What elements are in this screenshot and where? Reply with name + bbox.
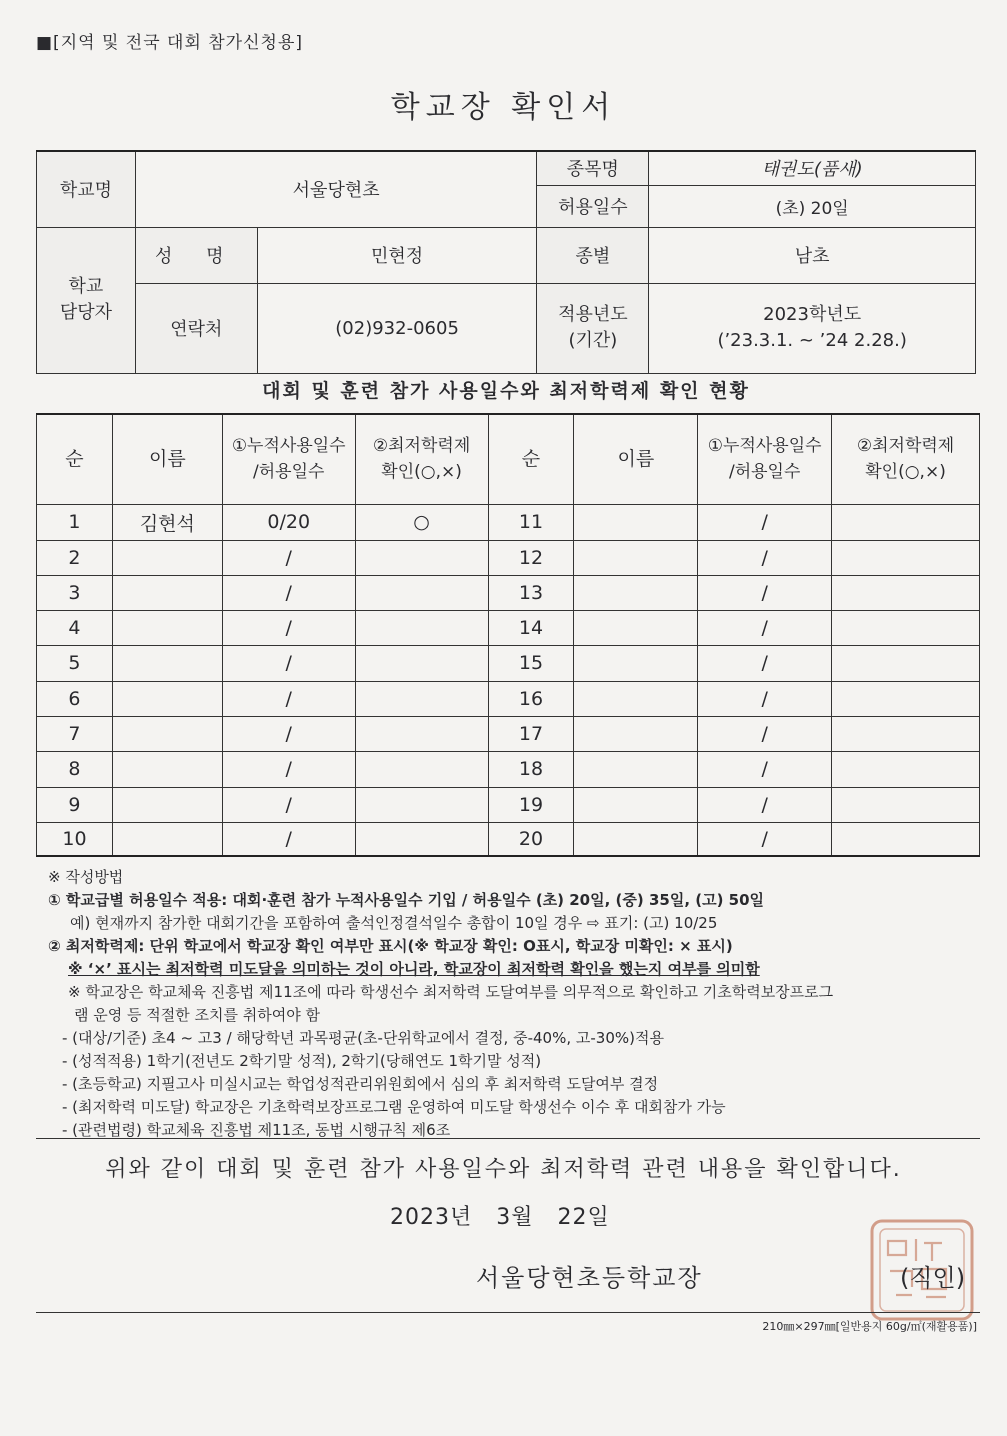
allowed-days-label: 허용일수: [537, 185, 649, 227]
table-row: [37, 681, 980, 716]
row-days: /: [698, 540, 832, 575]
manager-label: 학교 담당자: [37, 227, 136, 373]
row-no: 11: [488, 504, 574, 540]
row-no: 19: [488, 787, 574, 822]
header-check-left: ②최저학력제 확인(○,×): [355, 414, 488, 504]
note-dash-1: - (대상/기준) 초4 ~ 고3 / 해당학년 과목평균(초-단위학교에서 결정, 중-40%, 고-30%)적용: [62, 1029, 664, 1047]
header-tag: ■[지역 및 전국 대회 참가신청용]: [36, 33, 304, 53]
header-check-right: ②최저학력제 확인(○,×): [832, 414, 980, 504]
row-days: /: [222, 610, 355, 645]
row-name: [574, 504, 698, 540]
row-name: [574, 716, 698, 751]
row-no: 2: [37, 540, 113, 575]
divider-top: [36, 1138, 980, 1139]
row-days: /: [222, 716, 355, 751]
row-no: 16: [488, 681, 574, 716]
year-cell: [649, 283, 976, 373]
row-name: [574, 751, 698, 787]
header-name-right: 이름: [574, 414, 698, 504]
row-days: /: [222, 787, 355, 822]
header-no-left: 순: [37, 414, 113, 504]
table-row: [37, 787, 980, 822]
notes-heading: ※ 작성방법: [48, 868, 124, 886]
row-no: 17: [488, 716, 574, 751]
table-row: [37, 540, 980, 575]
row-days: /: [698, 716, 832, 751]
note-2-b: ※ 학교장은 학교체육 진흥법 제11조에 따라 학생선수 최저학력 도달여부를 의무적으로 확인하고 기초학력보장프로그: [68, 983, 834, 1001]
row-name: [574, 645, 698, 681]
row-check: [355, 681, 488, 716]
category-label: 종별: [537, 227, 649, 283]
row-no: 8: [37, 751, 113, 787]
row-days: 0/20: [222, 504, 355, 540]
row-no: 15: [488, 645, 574, 681]
row-check: [355, 540, 488, 575]
row-check: [832, 645, 980, 681]
event-value: 태권도(품새): [649, 151, 976, 185]
contact-value: (02)932-0605: [257, 283, 537, 373]
year-label: 적용년도 (기간): [537, 283, 649, 373]
usage-section-title: 대회 및 훈련 참가 사용일수와 최저학력제 확인 현황: [262, 380, 750, 402]
row-name: [112, 716, 222, 751]
row-check: [832, 575, 980, 610]
row-name: [574, 540, 698, 575]
row-no: 12: [488, 540, 574, 575]
header-days-left: ①누적사용일수 /허용일수: [222, 414, 355, 504]
note-1-example: 예) 현재까지 참가한 대회기간을 포함하여 출석인정결석일수 총합이 10일 경우 ⇨ 표기: (고) 10/25: [70, 914, 718, 932]
row-days: /: [698, 751, 832, 787]
row-no: 10: [37, 822, 113, 856]
row-no: 6: [37, 681, 113, 716]
confirmation-date: 2023년 3월 22일: [390, 1205, 610, 1230]
note-dash-4: - (최저학력 미도달) 학교장은 기초학력보장프로그램 운영하여 미도달 학생선수 이수 후 대회참가 가능: [62, 1098, 726, 1116]
row-check: [355, 716, 488, 751]
info-table: [36, 150, 976, 374]
row-no: 9: [37, 787, 113, 822]
year-value: 2023학년도: [763, 304, 862, 325]
row-check: [832, 504, 980, 540]
row-days: /: [222, 540, 355, 575]
category-value: 남초: [649, 227, 976, 283]
note-dash-3: - (초등학교) 지필고사 미실시교는 학업성적관리위원회에서 심의 후 최저학력 도달여부 결정: [62, 1075, 659, 1093]
table-row: [37, 575, 980, 610]
row-check: [832, 787, 980, 822]
event-label: 종목명: [537, 151, 649, 185]
row-name: [112, 751, 222, 787]
instructions: [48, 866, 983, 1142]
row-no: 4: [37, 610, 113, 645]
note-2-b-cont: 램 운영 등 적절한 조치를 취하여야 함: [74, 1006, 320, 1024]
row-check: [832, 610, 980, 645]
row-days: /: [698, 575, 832, 610]
row-no: 3: [37, 575, 113, 610]
row-name: [112, 645, 222, 681]
row-check: [832, 751, 980, 787]
row-name: [112, 787, 222, 822]
header-name-left: 이름: [112, 414, 222, 504]
row-no: 7: [37, 716, 113, 751]
row-no: 18: [488, 751, 574, 787]
row-days: /: [698, 822, 832, 856]
row-check: [355, 645, 488, 681]
table-row: [37, 822, 980, 856]
table-row: [37, 610, 980, 645]
row-no: 20: [488, 822, 574, 856]
row-check: [355, 575, 488, 610]
row-days: /: [698, 787, 832, 822]
row-days: /: [698, 504, 832, 540]
row-name: [112, 610, 222, 645]
school-name-value: 서울당현초: [135, 151, 537, 227]
row-name: [574, 787, 698, 822]
row-name: [112, 540, 222, 575]
name-label: 성 명: [135, 227, 257, 283]
table-row: [37, 504, 980, 540]
note-2-a: ※ ‘×’ 표시는 최저학력 미도달을 의미하는 것이 아니라, 학교장이 최저학력 확인을 했는지 여부를 의미함: [68, 960, 760, 978]
row-check: [832, 540, 980, 575]
row-name: 김현석: [112, 504, 222, 540]
row-check: [832, 716, 980, 751]
row-name: [112, 681, 222, 716]
confirmation-text: 위와 같이 대회 및 훈련 참가 사용일수와 최저학력 관련 내용을 확인합니다.: [105, 1157, 902, 1182]
row-no: 13: [488, 575, 574, 610]
row-no: 5: [37, 645, 113, 681]
note-dash-2: - (성적적용) 1학기(전년도 2학기말 성적), 2학기(당해연도 1학기말 성적): [62, 1052, 542, 1070]
principal-name: 서울당현초등학교장: [476, 1264, 703, 1292]
note-2: ② 최저학력제: 단위 학교에서 학교장 확인 여부만 표시(※ 학교장 확인: O표시, 학교장 미확인: × 표시): [48, 937, 733, 955]
contact-label: 연락처: [135, 283, 257, 373]
row-check: [355, 822, 488, 856]
document-title: 학교장 확인서: [390, 90, 617, 125]
row-name: [574, 575, 698, 610]
row-days: /: [222, 645, 355, 681]
table-row: [37, 716, 980, 751]
note-1: ① 학교급별 허용일수 적용: 대회·훈련 참가 누적사용일수 기입 / 허용일수 (초) 20일, (중) 35일, (고) 50일: [48, 891, 765, 909]
row-no: 1: [37, 504, 113, 540]
note-dash-5: - (관련법령) 학교체육 진흥법 제11조, 동법 시행규칙 제6조: [62, 1121, 451, 1139]
header-days-right: ①누적사용일수 /허용일수: [698, 414, 832, 504]
row-days: /: [222, 751, 355, 787]
row-check: [355, 751, 488, 787]
paper-spec: 210㎜×297㎜[일반용지 60g/㎡(재활용품)]: [762, 1320, 977, 1333]
usage-table: [36, 413, 980, 857]
school-name-label: 학교명: [37, 151, 136, 227]
row-name: [574, 681, 698, 716]
period-value: (’23.3.1. ~ ’24 2.28.): [717, 330, 907, 351]
name-value: 민현정: [257, 227, 537, 283]
row-days: /: [698, 610, 832, 645]
row-check: [355, 787, 488, 822]
row-name: [574, 822, 698, 856]
allowed-days-value: (초) 20일: [649, 185, 976, 227]
header-no-right: 순: [488, 414, 574, 504]
row-days: /: [222, 822, 355, 856]
row-no: 14: [488, 610, 574, 645]
row-days: /: [698, 645, 832, 681]
row-name: [112, 575, 222, 610]
row-name: [112, 822, 222, 856]
row-check: [832, 681, 980, 716]
row-name: [574, 610, 698, 645]
divider-bottom: [36, 1312, 980, 1313]
row-check: ○: [355, 504, 488, 540]
table-row: [37, 645, 980, 681]
row-check: [832, 822, 980, 856]
table-row: [37, 751, 980, 787]
row-days: /: [222, 575, 355, 610]
row-check: [355, 610, 488, 645]
seal-label: (직인): [900, 1264, 966, 1292]
row-days: /: [698, 681, 832, 716]
row-days: /: [222, 681, 355, 716]
